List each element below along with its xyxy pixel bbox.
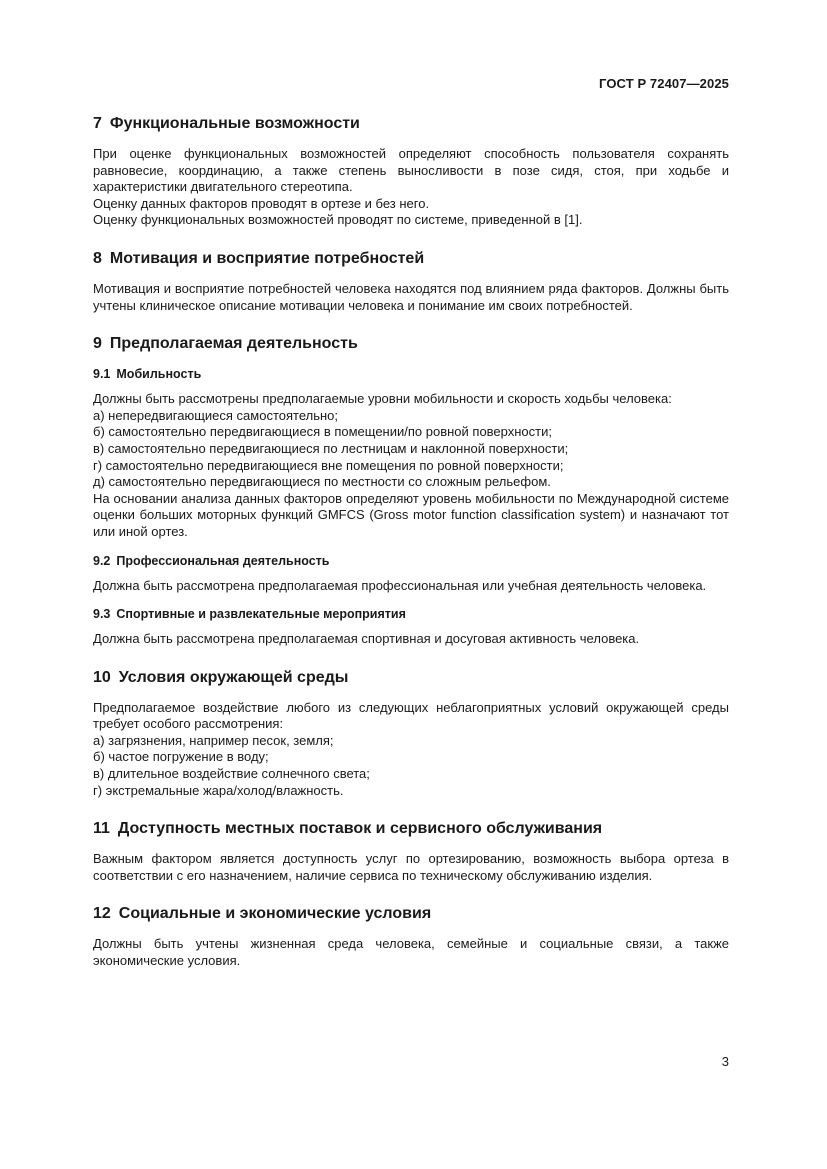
section-number: 10	[93, 668, 111, 686]
subsection-number: 9.1	[93, 367, 111, 382]
section-10	[93, 668, 729, 800]
paragraph: Оценку данных факторов проводят в ортезе и без него.	[93, 195, 430, 211]
section-number: 11	[93, 820, 110, 838]
section-title: Условия окружающей среды	[118, 668, 349, 686]
section-11	[93, 819, 729, 884]
section-number: 9	[93, 335, 102, 353]
list-item: б) частое погружение в воду;	[93, 749, 269, 765]
subsection-heading	[93, 553, 729, 570]
standard-code: ГОСТ Р 72407—2025	[599, 76, 729, 91]
section-heading	[93, 114, 729, 134]
list-item: г) самостоятельно передвигающиеся вне помещения по ровной поверхности;	[93, 457, 564, 473]
section-title: Социальные и экономические условия	[118, 905, 432, 923]
section-title: Мотивация и восприятие потребностей	[109, 249, 425, 267]
paragraph: Должна быть рассмотрена предполагаемая профессиональная или учебная деятельность человека.	[93, 577, 707, 593]
subsection-title: Мобильность	[116, 367, 202, 382]
section-heading	[93, 819, 729, 839]
subsection-number: 9.2	[93, 553, 111, 568]
section-8	[93, 249, 729, 314]
section-heading	[93, 668, 729, 688]
section-heading	[93, 249, 729, 269]
paragraph: Должна быть рассмотрена предполагаемая спортивная и досуговая активность человека.	[93, 631, 640, 647]
list-item: а) непередвигающиеся самостоятельно;	[93, 407, 339, 423]
section-number: 7	[93, 115, 102, 132]
page-number: 3	[721, 1054, 729, 1069]
section-number: 8	[93, 249, 102, 267]
section-heading	[93, 334, 729, 354]
section-number: 12	[93, 905, 111, 923]
paragraph: Должны быть учтены жизненная среда человека, семейные и социальные связи, а также экономические условия.	[93, 936, 729, 969]
section-heading	[93, 904, 729, 924]
paragraph: Важным фактором является доступность услуг по ортезированию, возможность выбора ортеза в соответствии с его назначением, наличие сервиса по техническому обслуживанию изделия.	[93, 851, 729, 883]
page-content	[93, 114, 729, 970]
list-item: в) самостоятельно передвигающиеся по лестницам и наклонной поверхности;	[93, 440, 569, 456]
paragraph: Предполагаемое воздействие любого из следующих неблагоприятных условий окружающей среды требует особого рассмотрения:	[93, 699, 729, 732]
subsection-heading	[93, 366, 729, 383]
section-title: Предполагаемая деятельность	[109, 335, 358, 353]
subsection-heading	[93, 606, 729, 623]
paragraph: Оценку функциональных возможностей проводят по системе, приведенной в [1].	[93, 212, 583, 228]
section-9	[93, 334, 729, 648]
paragraph: Мотивация и восприятие потребностей человека находятся под влиянием ряда факторов. Должны быть учтены клиническое описание мотивации человека и понимание им своих потребностей.	[93, 280, 729, 313]
list-item: в) длительное воздействие солнечного света;	[93, 766, 370, 782]
section-title: Доступность местных поставок и сервисного обслуживания	[117, 820, 603, 838]
section-7	[93, 114, 729, 229]
subsection-title: Профессиональная деятельность	[116, 553, 330, 568]
list-item: а) загрязнения, например песок, земля;	[93, 732, 334, 748]
paragraph: Должны быть рассмотрены предполагаемые уровни мобильности и скорость ходьбы человека:	[93, 391, 672, 407]
list-item: д) самостоятельно передвигающиеся по местности со сложным рельефом.	[93, 474, 551, 490]
list-item: г) экстремальные жара/холод/влажность.	[93, 782, 344, 798]
list-item: б) самостоятельно передвигающиеся в помещении/по ровной поверхности;	[93, 424, 552, 440]
paragraph: При оценке функциональных возможностей определяют способность пользователя сохранять равновесие, координацию, а также степень выносливости в позе сидя, стоя, при ходьбе и характеристики двигательного стереотипа.	[93, 146, 729, 195]
section-12	[93, 904, 729, 969]
subsection-title: Спортивные и развлекательные мероприятия	[116, 607, 406, 622]
paragraph: На основании анализа данных факторов определяют уровень мобильности по Международной системе оценки больших моторных функций GMFCS (Gross motor function classification system) и назначают тот или иной ортез.	[93, 490, 729, 539]
subsection-number: 9.3	[93, 607, 111, 622]
section-title: Функциональные возможности	[109, 115, 360, 132]
